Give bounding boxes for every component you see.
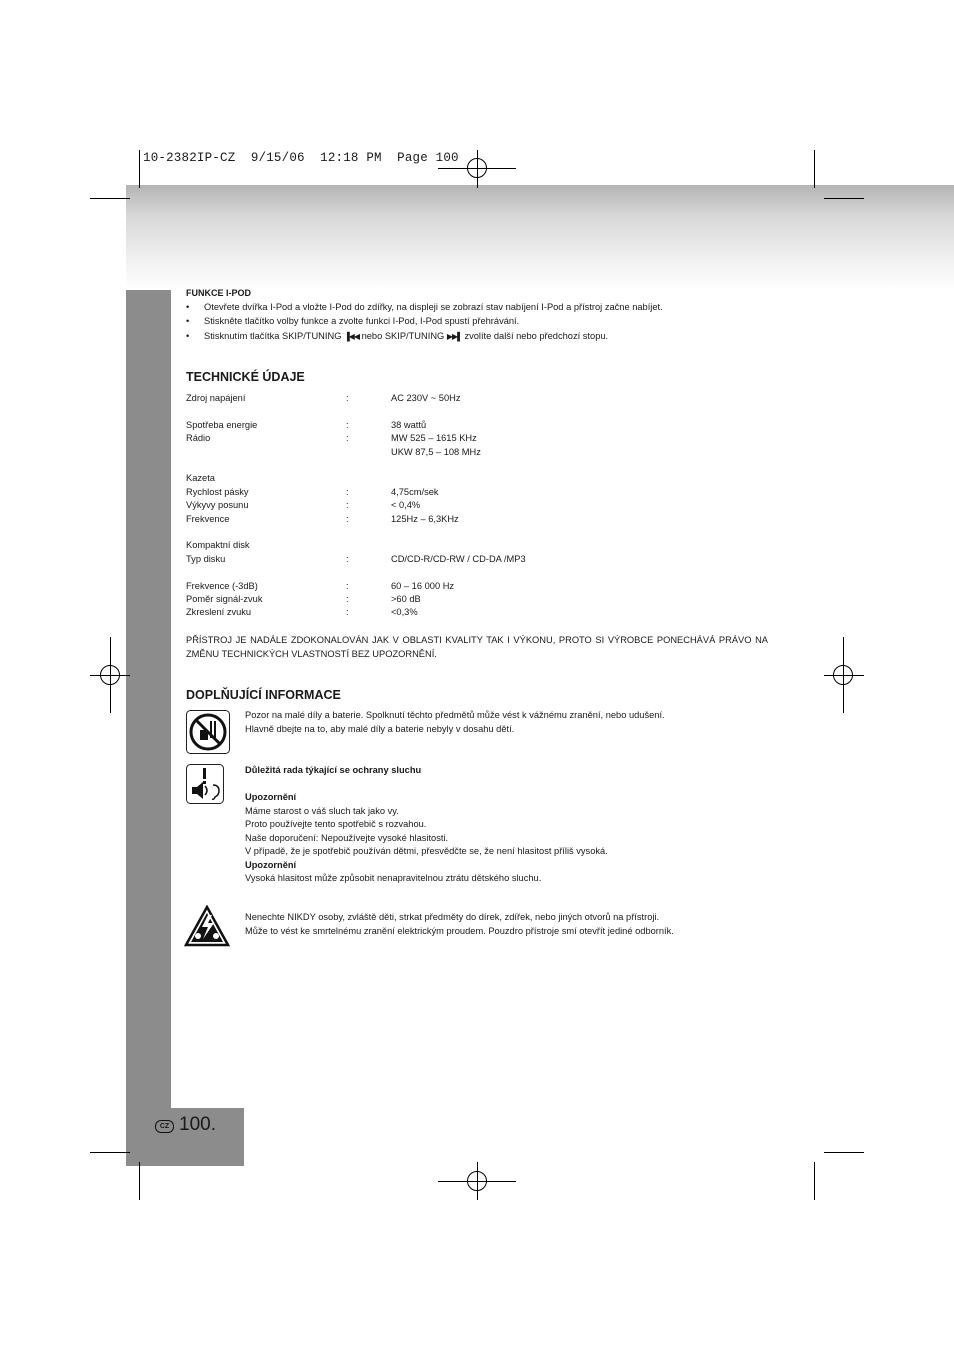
spec-value: <0,3% [391, 607, 418, 618]
spec-label: Rádio [186, 433, 211, 444]
spec-value: MW 525 – 1615 KHz [391, 433, 477, 444]
electric-shock-warning: Nenechte NIKDY osoby, zvláště děti, strkat předměty do dírek, zdířek, nebo jiných otvorů na přístroji. Může to vést ke smrtelnému zranění elektrickým proudem. Pouzdro přístroje smí otevřít jediné odborník. [245, 912, 674, 936]
table-row [186, 486, 526, 499]
spec-sep: : [346, 393, 349, 403]
spec-value [391, 539, 526, 552]
hearing-heading: Důležitá rada týkající se ochrany sluchu [245, 765, 422, 775]
spec-label [186, 446, 346, 459]
list-item: • Stisknutím tlačítka SKIP/TUNING ▐◀◀ nebo SKIP/TUNING ▶▶▌ zvolíte další nebo předchozí stopu. [186, 331, 609, 341]
info-section-title: DOPLŇUJÍCÍ INFORMACE [186, 688, 341, 702]
table-row [186, 513, 526, 526]
table-row [186, 606, 526, 619]
spec-sep: : [346, 500, 349, 511]
spec-label [186, 405, 346, 418]
spec-value: >60 dB [391, 594, 421, 605]
table-row [186, 405, 526, 418]
table-row [186, 553, 526, 566]
specs-table [186, 392, 526, 620]
spec-label: Výkyvy posunu [186, 500, 249, 511]
spec-sep: : [346, 419, 349, 430]
spec-sep: : [346, 580, 349, 591]
spec-value [391, 566, 526, 579]
skip-back-icon: ▐◀◀ [344, 332, 359, 341]
spec-label: Pomĕr signál-zvuk [186, 594, 263, 605]
improvement-notice: PŘÍSTROJ JE NADÁLE ZDOKONALOVÁN JAK V OBLASTI KVALITY TAK I VÝKONU, PROTO SI VÝROBCE PONECHÁVÁ PRÁVO NA ZMĚNU TECHNICKÝCH VLASTNOSTÍ BEZ UPOZORNĚNÍ. [186, 635, 768, 659]
spec-label: Spotřeba energie [186, 419, 258, 430]
hearing-protection-info: Důležitá rada týkající se ochrany sluchu Upozornění Máme starost o váš sluch tak jako vy. Proto používejte tento spotřebič s rozvahou. Naše doporučení: Nepoužívejte vysoké hlasitosti. V případě, že je spotřebič používán dětmi, přesvědčte se, že není hlasitost příliš vysoká. Upozornění Vysoká hlasitost může způsobit nenapravitelnou ztrátu dětského sluchu. [245, 765, 608, 883]
table-row [186, 459, 526, 472]
table-row [186, 446, 526, 459]
warning-label: Upozornění [245, 792, 297, 802]
specs-section-title: TECHNICKÉ ÚDAJE [186, 370, 305, 384]
ipod-section-title: FUNKCE I-POD [186, 288, 251, 298]
spec-value: 60 – 16 000 Hz [391, 580, 455, 591]
no-small-parts-icon [186, 710, 230, 754]
printer-header: 10-2382IP-CZ 9/15/06 12:18 PM Page 100 [143, 151, 459, 165]
spec-value [391, 459, 526, 472]
page-number: 100. [179, 1114, 216, 1135]
spec-sep: : [346, 553, 349, 564]
spec-label [186, 566, 346, 579]
language-badge: CZ [155, 1120, 174, 1133]
ipod-instructions [186, 301, 768, 344]
spec-value: AC 230V ~ 50Hz [391, 393, 461, 403]
spec-label: Zkreslení zvuku [186, 607, 252, 618]
spec-value: UKW 87,5 – 108 MHz [391, 446, 481, 457]
spec-sep [346, 472, 391, 485]
spec-sep: : [346, 433, 349, 444]
table-row [186, 593, 526, 606]
left-side-bar [126, 290, 171, 1166]
electric-shock-icon [184, 905, 230, 947]
table-row [186, 432, 526, 445]
small-parts-warning: Pozor na malé díly a baterie. Spolknutí těchto předmětů může vést k vážnému zranění, nebo udušení. Hlavně dbejte na to, aby malé díly a baterie nebyly v dosahu dětí. [245, 710, 665, 734]
spec-sep [346, 539, 391, 552]
spec-sep [346, 459, 391, 472]
spec-value: CD/CD-R/CD-RW / CD-DA /MP3 [391, 553, 526, 564]
spec-label: Rychlost pásky [186, 486, 249, 497]
warning-label: Upozornění [245, 859, 297, 870]
spec-value: 4,75cm/sek [391, 486, 439, 497]
spec-label [186, 459, 346, 472]
list-item: • Otevřete dvířka I-Pod a vložte I-Pod do zdířky, na displeji se zobrazí stav nabíjení I-Pod a přístroj začne nabíjet. [186, 302, 663, 312]
spec-label [186, 526, 346, 539]
spec-sep [346, 405, 391, 418]
table-row [186, 499, 526, 512]
spec-sep: : [346, 594, 349, 605]
spec-sep: : [346, 486, 349, 497]
spec-label: Frekvence [186, 513, 230, 524]
table-row [186, 472, 526, 485]
spec-sep [346, 566, 391, 579]
spec-label: Typ disku [186, 553, 226, 564]
spec-value: 125Hz – 6,3KHz [391, 513, 459, 524]
spec-value: < 0,4% [391, 500, 421, 511]
spec-label: Frekvence (-3dB) [186, 580, 258, 591]
skip-forward-icon: ▶▶▌ [446, 332, 462, 341]
spec-label: Kazeta [186, 473, 215, 484]
table-row [186, 580, 526, 593]
spec-sep [346, 446, 391, 459]
table-row [186, 566, 526, 579]
table-row [186, 392, 526, 405]
spec-sep [346, 526, 391, 539]
table-row [186, 419, 526, 432]
spec-sep: : [346, 513, 349, 524]
hearing-warning-icon [186, 764, 224, 804]
list-item: • Stiskněte tlačítko volby funkce a zvolte funkci I-Pod, I-Pod spustí přehrávání. [186, 316, 520, 326]
spec-value: 38 wattů [391, 419, 427, 430]
spec-value [391, 472, 526, 485]
spec-sep: : [346, 607, 349, 618]
table-row [186, 526, 526, 539]
spec-label: Zdroj napájení [186, 393, 246, 403]
spec-label: Kompaktní disk [186, 540, 250, 551]
top-gradient-band [126, 185, 954, 290]
spec-value [391, 526, 526, 539]
spec-value [391, 405, 526, 418]
table-row [186, 539, 526, 552]
